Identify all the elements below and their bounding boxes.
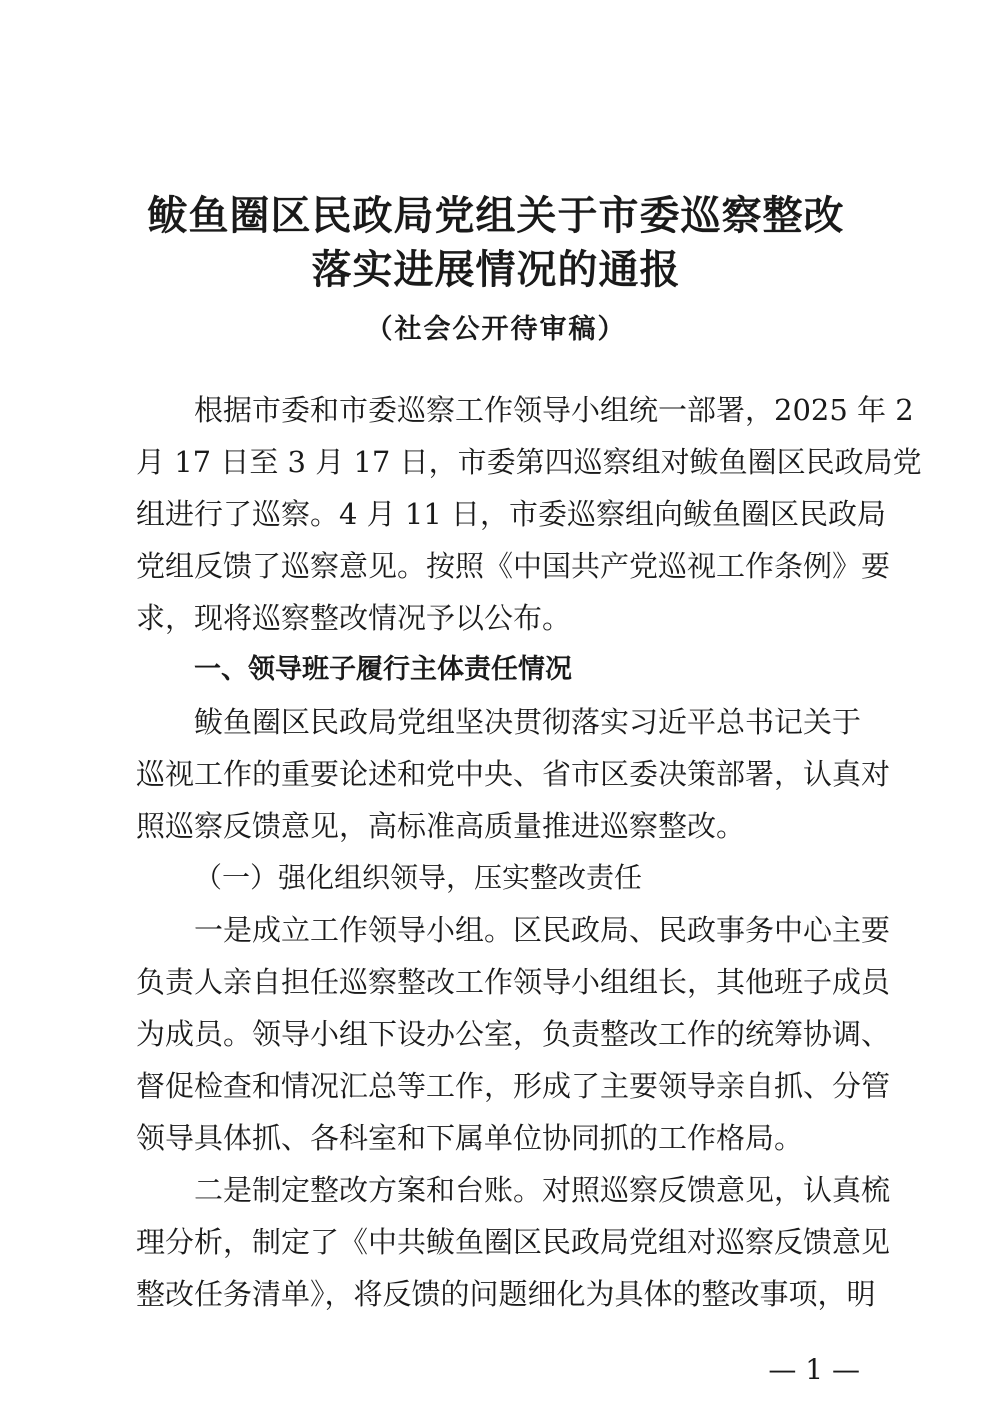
page-number: — 1 —	[768, 1353, 860, 1386]
document-title-line-1: 鲅鱼圈区民政局党组关于市委巡察整改	[147, 193, 845, 239]
paragraph-line: 二是制定整改方案和台账。对照巡察反馈意见，认真梳	[194, 1173, 891, 1207]
section-heading-1: 一、领导班子履行主体责任情况	[194, 654, 572, 685]
paragraph-line: 领导具体抓、各科室和下属单位协同抓的工作格局。	[136, 1121, 804, 1155]
paragraph-line: 组进行了巡察。4 月 11 日，市委巡察组向鲅鱼圈区民政局	[136, 497, 887, 531]
paragraph-line: 巡视工作的重要论述和党中央、省市区委决策部署，认真对	[136, 757, 891, 791]
paragraph-line: 整改任务清单》，将反馈的问题细化为具体的整改事项，明	[136, 1277, 876, 1311]
paragraph-line: 求，现将巡察整改情况予以公布。	[136, 601, 572, 635]
paragraph-line: 根据市委和市委巡察工作领导小组统一部署，2025 年 2	[194, 393, 914, 427]
paragraph-line: 一是成立工作领导小组。区民政局、民政事务中心主要	[194, 913, 891, 947]
document-subtitle: （社会公开待审稿）	[365, 314, 627, 345]
paragraph-line: 为成员。领导小组下设办公室，负责整改工作的统筹协调、	[136, 1017, 891, 1051]
paragraph-line: 党组反馈了巡察意见。按照《中国共产党巡视工作条例》要	[136, 549, 891, 583]
document-title-line-2: 落实进展情况的通报	[311, 247, 681, 293]
paragraph-line: 理分析，制定了《中共鲅鱼圈区民政局党组对巡察反馈意见	[136, 1225, 891, 1259]
paragraph-line: 月 17 日至 3 月 17 日，市委第四巡察组对鲅鱼圈区民政局党	[136, 445, 922, 479]
paragraph-line: 负责人亲自担任巡察整改工作领导小组组长，其他班子成员	[136, 965, 891, 999]
paragraph-line: 督促检查和情况汇总等工作，形成了主要领导亲自抓、分管	[136, 1069, 891, 1103]
subsection-heading-1: （一）强化组织领导，压实整改责任	[194, 861, 643, 894]
paragraph-line: 鲅鱼圈区民政局党组坚决贯彻落实习近平总书记关于	[194, 705, 862, 739]
paragraph-line: 照巡察反馈意见，高标准高质量推进巡察整改。	[136, 809, 746, 843]
